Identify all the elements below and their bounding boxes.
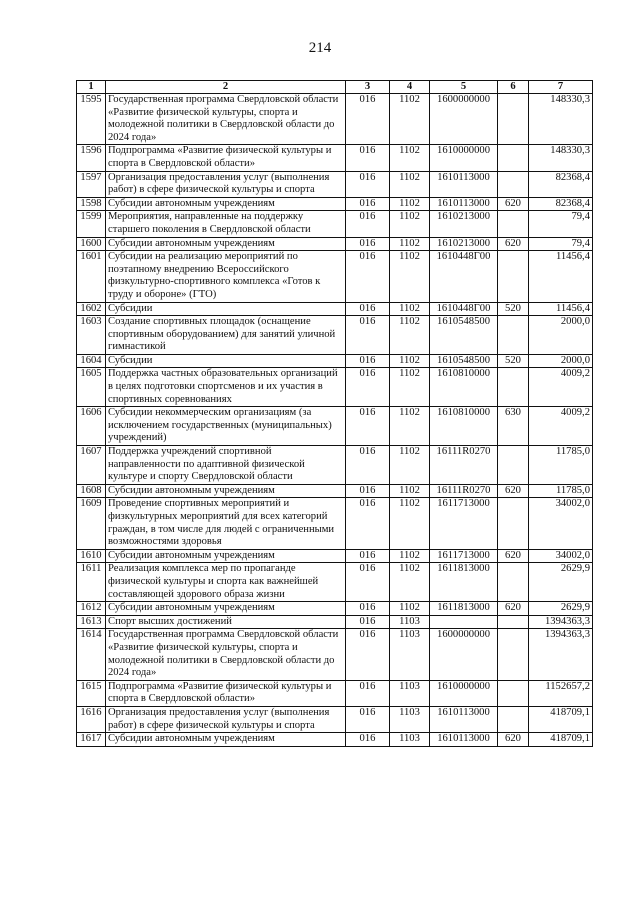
- column-header: 7: [529, 81, 593, 94]
- ministry-code: 016: [346, 354, 390, 368]
- ministry-code: 016: [346, 498, 390, 549]
- section-code: 1102: [390, 602, 430, 616]
- table-row: [77, 211, 593, 237]
- target-article-code: 1610113000: [430, 733, 498, 747]
- target-article-code: [430, 615, 498, 629]
- table-row: [77, 171, 593, 197]
- ministry-code: 016: [346, 549, 390, 563]
- amount: 2000,0: [529, 354, 593, 368]
- expense-type-code: [498, 145, 529, 171]
- amount: 79,4: [529, 237, 593, 251]
- target-article-code: 1611713000: [430, 498, 498, 549]
- expense-type-code: 620: [498, 602, 529, 616]
- table-row: [77, 446, 593, 485]
- row-number: 1614: [77, 629, 106, 680]
- row-name: Субсидии: [106, 354, 346, 368]
- target-article-code: 16111R0270: [430, 484, 498, 498]
- amount: 2000,0: [529, 316, 593, 355]
- section-code: 1102: [390, 563, 430, 602]
- row-number: 1606: [77, 407, 106, 446]
- target-article-code: 1610448Г00: [430, 251, 498, 302]
- row-name: Субсидии автономным учреждениям: [106, 602, 346, 616]
- target-article-code: 1610000000: [430, 145, 498, 171]
- section-code: 1103: [390, 629, 430, 680]
- expense-type-code: [498, 171, 529, 197]
- table-row: [77, 354, 593, 368]
- target-article-code: 1611813000: [430, 563, 498, 602]
- row-number: 1602: [77, 302, 106, 316]
- row-name: Подпрограмма «Развитие физической культуры и спорта в Свердловской области»: [106, 145, 346, 171]
- table-body: [77, 94, 593, 747]
- row-number: 1607: [77, 446, 106, 485]
- section-code: 1102: [390, 211, 430, 237]
- target-article-code: 1610448Г00: [430, 302, 498, 316]
- section-code: 1102: [390, 407, 430, 446]
- row-name: Проведение спортивных мероприятий и физкультурных мероприятий для всех категорий граждан, в том числе для людей с ограниченными возможностями здоровья: [106, 498, 346, 549]
- row-name: Мероприятия, направленные на поддержку старшего поколения в Свердловской области: [106, 211, 346, 237]
- amount: 11785,0: [529, 446, 593, 485]
- amount: 34002,0: [529, 498, 593, 549]
- row-number: 1604: [77, 354, 106, 368]
- expense-type-code: 630: [498, 407, 529, 446]
- table-row: [77, 251, 593, 302]
- section-code: 1103: [390, 733, 430, 747]
- row-number: 1609: [77, 498, 106, 549]
- amount: 11456,4: [529, 302, 593, 316]
- table-row: [77, 484, 593, 498]
- amount: 4009,2: [529, 368, 593, 407]
- section-code: 1102: [390, 446, 430, 485]
- row-name: Спорт высших достижений: [106, 615, 346, 629]
- section-code: 1102: [390, 549, 430, 563]
- amount: 79,4: [529, 211, 593, 237]
- amount: 82368,4: [529, 171, 593, 197]
- expense-type-code: 520: [498, 302, 529, 316]
- amount: 1394363,3: [529, 615, 593, 629]
- row-number: 1596: [77, 145, 106, 171]
- target-article-code: 1610213000: [430, 237, 498, 251]
- target-article-code: 1610548500: [430, 354, 498, 368]
- amount: 82368,4: [529, 197, 593, 211]
- expense-type-code: [498, 498, 529, 549]
- row-name: Государственная программа Свердловской области «Развитие физической культуры, спорта и молодежной политики в Свердловской области до 2024 года»: [106, 629, 346, 680]
- table-row: [77, 680, 593, 706]
- row-number: 1612: [77, 602, 106, 616]
- row-name: Поддержка частных образовательных организаций в целях подготовки спортсменов и их участия в спортивных соревнованиях: [106, 368, 346, 407]
- row-number: 1595: [77, 94, 106, 145]
- row-name: Субсидии автономным учреждениям: [106, 197, 346, 211]
- expense-type-code: [498, 94, 529, 145]
- table-row: [77, 237, 593, 251]
- row-number: 1617: [77, 733, 106, 747]
- column-header: 5: [430, 81, 498, 94]
- budget-table: [76, 80, 593, 747]
- expense-type-code: [498, 446, 529, 485]
- target-article-code: 1611713000: [430, 549, 498, 563]
- expense-type-code: [498, 316, 529, 355]
- row-number: 1610: [77, 549, 106, 563]
- expense-type-code: [498, 251, 529, 302]
- amount: 34002,0: [529, 549, 593, 563]
- amount: 1152657,2: [529, 680, 593, 706]
- table-row: [77, 145, 593, 171]
- row-name: Организация предоставления услуг (выполнения работ) в сфере физической культуры и спорта: [106, 706, 346, 732]
- section-code: 1103: [390, 706, 430, 732]
- amount: 418709,1: [529, 733, 593, 747]
- section-code: 1102: [390, 94, 430, 145]
- expense-type-code: 620: [498, 484, 529, 498]
- row-name: Субсидии: [106, 302, 346, 316]
- target-article-code: 1610810000: [430, 368, 498, 407]
- expense-type-code: 520: [498, 354, 529, 368]
- ministry-code: 016: [346, 368, 390, 407]
- row-number: 1605: [77, 368, 106, 407]
- row-name: Субсидии на реализацию мероприятий по поэтапному внедрению Всероссийского физкультурно-спортивного комплекса «Готов к труду и обороне» (ГТО): [106, 251, 346, 302]
- table-row: [77, 733, 593, 747]
- table-header-row: [77, 81, 593, 94]
- table-row: [77, 706, 593, 732]
- amount: 11456,4: [529, 251, 593, 302]
- row-name: Субсидии автономным учреждениям: [106, 484, 346, 498]
- row-name: Поддержка учреждений спортивной направленности по адаптивной физической культуре и спорту Свердловской области: [106, 446, 346, 485]
- column-header: 6: [498, 81, 529, 94]
- section-code: 1102: [390, 316, 430, 355]
- row-number: 1611: [77, 563, 106, 602]
- amount: 4009,2: [529, 407, 593, 446]
- row-number: 1601: [77, 251, 106, 302]
- ministry-code: 016: [346, 446, 390, 485]
- target-article-code: 1600000000: [430, 94, 498, 145]
- target-article-code: 1600000000: [430, 629, 498, 680]
- row-number: 1600: [77, 237, 106, 251]
- amount: 11785,0: [529, 484, 593, 498]
- ministry-code: 016: [346, 706, 390, 732]
- table-row: [77, 407, 593, 446]
- page-number: 214: [308, 40, 332, 56]
- target-article-code: 1610548500: [430, 316, 498, 355]
- row-name: Реализация комплекса мер по пропаганде физической культуры и спорта как важнейшей составляющей здорового образа жизни: [106, 563, 346, 602]
- amount: 148330,3: [529, 94, 593, 145]
- amount: 2629,9: [529, 602, 593, 616]
- target-article-code: 1611813000: [430, 602, 498, 616]
- ministry-code: 016: [346, 316, 390, 355]
- section-code: 1102: [390, 498, 430, 549]
- row-number: 1613: [77, 615, 106, 629]
- row-name: Субсидии автономным учреждениям: [106, 237, 346, 251]
- ministry-code: 016: [346, 615, 390, 629]
- target-article-code: 1610213000: [430, 211, 498, 237]
- expense-type-code: [498, 368, 529, 407]
- ministry-code: 016: [346, 407, 390, 446]
- target-article-code: 1610810000: [430, 407, 498, 446]
- target-article-code: 1610113000: [430, 706, 498, 732]
- expense-type-code: [498, 680, 529, 706]
- target-article-code: 16111R0270: [430, 446, 498, 485]
- amount: 418709,1: [529, 706, 593, 732]
- ministry-code: 016: [346, 237, 390, 251]
- expense-type-code: 620: [498, 549, 529, 563]
- section-code: 1102: [390, 237, 430, 251]
- expense-type-code: [498, 211, 529, 237]
- ministry-code: 016: [346, 211, 390, 237]
- expense-type-code: [498, 706, 529, 732]
- expense-type-code: 620: [498, 733, 529, 747]
- table-row: [77, 94, 593, 145]
- row-name: Государственная программа Свердловской области «Развитие физической культуры, спорта и молодежной политики в Свердловской области до 2024 года»: [106, 94, 346, 145]
- row-name: Субсидии автономным учреждениям: [106, 549, 346, 563]
- column-header: 1: [77, 81, 106, 94]
- section-code: 1102: [390, 368, 430, 407]
- amount: 148330,3: [529, 145, 593, 171]
- target-article-code: 1610113000: [430, 171, 498, 197]
- column-header: 3: [346, 81, 390, 94]
- row-name: Подпрограмма «Развитие физической культуры и спорта в Свердловской области»: [106, 680, 346, 706]
- row-number: 1598: [77, 197, 106, 211]
- section-code: 1102: [390, 302, 430, 316]
- ministry-code: 016: [346, 251, 390, 302]
- table-row: [77, 549, 593, 563]
- ministry-code: 016: [346, 563, 390, 602]
- amount: 1394363,3: [529, 629, 593, 680]
- row-name: Создание спортивных площадок (оснащение спортивным оборудованием) для занятий уличной гимнастикой: [106, 316, 346, 355]
- expense-type-code: 620: [498, 237, 529, 251]
- expense-type-code: [498, 629, 529, 680]
- row-number: 1615: [77, 680, 106, 706]
- section-code: 1102: [390, 171, 430, 197]
- target-article-code: 1610113000: [430, 197, 498, 211]
- table-row: [77, 316, 593, 355]
- ministry-code: 016: [346, 302, 390, 316]
- expense-type-code: 620: [498, 197, 529, 211]
- ministry-code: 016: [346, 602, 390, 616]
- row-name: Субсидии некоммерческим организациям (за исключением государственных (муниципальных) учреждений): [106, 407, 346, 446]
- table-row: [77, 629, 593, 680]
- amount: 2629,9: [529, 563, 593, 602]
- row-number: 1597: [77, 171, 106, 197]
- expense-type-code: [498, 615, 529, 629]
- column-header: 2: [106, 81, 346, 94]
- section-code: 1102: [390, 484, 430, 498]
- ministry-code: 016: [346, 197, 390, 211]
- section-code: 1102: [390, 354, 430, 368]
- section-code: 1103: [390, 680, 430, 706]
- row-number: 1599: [77, 211, 106, 237]
- row-number: 1603: [77, 316, 106, 355]
- row-number: 1616: [77, 706, 106, 732]
- table-row: [77, 602, 593, 616]
- ministry-code: 016: [346, 629, 390, 680]
- table-row: [77, 563, 593, 602]
- section-code: 1102: [390, 145, 430, 171]
- ministry-code: 016: [346, 171, 390, 197]
- target-article-code: 1610000000: [430, 680, 498, 706]
- table-row: [77, 302, 593, 316]
- table-row: [77, 197, 593, 211]
- section-code: 1102: [390, 251, 430, 302]
- ministry-code: 016: [346, 733, 390, 747]
- ministry-code: 016: [346, 680, 390, 706]
- row-number: 1608: [77, 484, 106, 498]
- ministry-code: 016: [346, 94, 390, 145]
- section-code: 1103: [390, 615, 430, 629]
- section-code: 1102: [390, 197, 430, 211]
- row-name: Субсидии автономным учреждениям: [106, 733, 346, 747]
- table-row: [77, 615, 593, 629]
- ministry-code: 016: [346, 145, 390, 171]
- table-row: [77, 368, 593, 407]
- expense-type-code: [498, 563, 529, 602]
- row-name: Организация предоставления услуг (выполнения работ) в сфере физической культуры и спорта: [106, 171, 346, 197]
- ministry-code: 016: [346, 484, 390, 498]
- table-row: [77, 498, 593, 549]
- column-header: 4: [390, 81, 430, 94]
